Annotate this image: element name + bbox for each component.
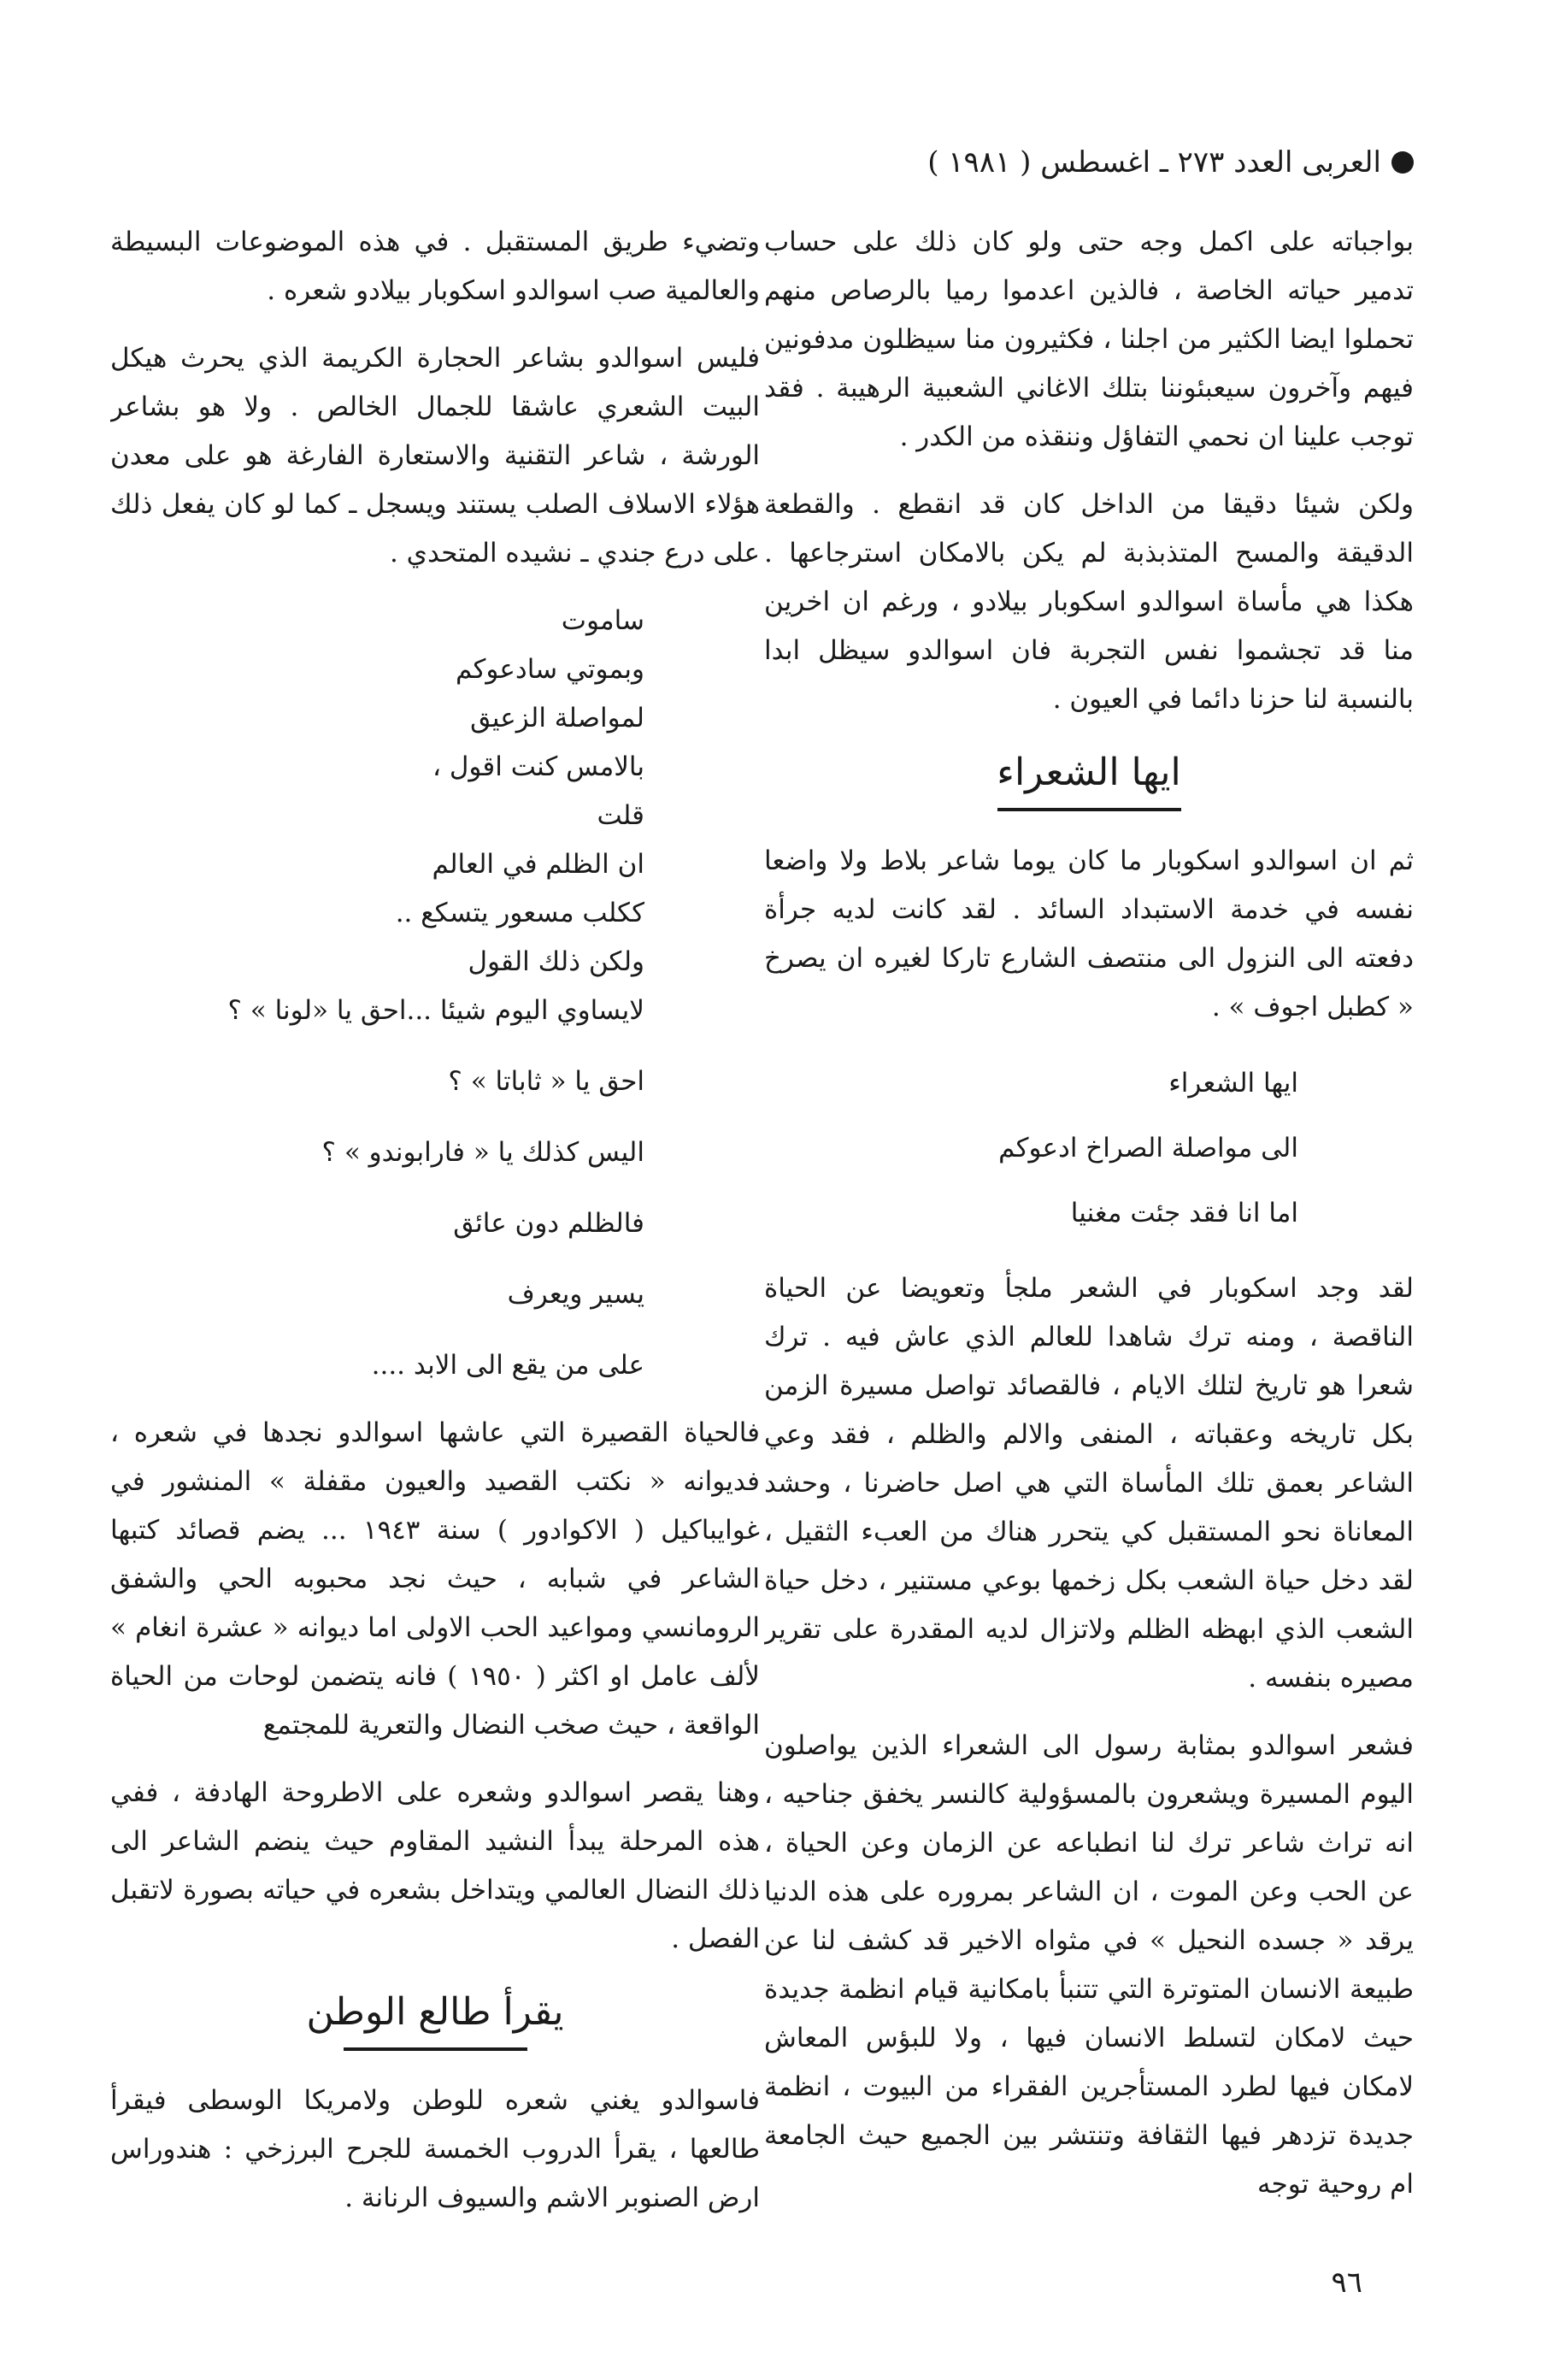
poem-line: ايها الشعراء (1168, 1068, 1298, 1099)
poem-line: ان الظلم في العالم (432, 849, 644, 880)
page-header (764, 137, 1414, 188)
paragraph: فاسوالدو يغني شعره للوطن ولامريكا الوسطى فيقرأ طالعها ، يقرأ الدروب الخمسة للجرح البرزخي : هندوراس ارض الصنوبر الاشم والسيوف الرنانة . (110, 2085, 760, 2213)
poem-line: على من يقع الى الابد .... (371, 1350, 644, 1381)
poem-line: بالامس كنت اقول ، (432, 751, 644, 782)
paragraph: بواجباته على اكمل وجه حتى ولو كان ذلك على حساب تدمير حياته الخاصة ، فالذين اعدموا رميا بالرصاص منهم تحملوا ايضا الكثير من اجلنا ، فكثيرون منا سيظلون مدفونين فيهم وآخرون سيعبئوننا بتلك الاغاني الشعبية الرهيبة . فقد توجب علينا ان نحمي التفاؤل وننقذه من الكدر . (764, 227, 1414, 452)
right-column (764, 218, 1414, 2236)
poem (110, 597, 760, 1390)
poem-line: يسير ويعرف (507, 1279, 644, 1310)
paragraph: ولكن شيئا دقيقا من الداخل كان قد انقطع . والقطعة الدقيقة والمسح المتذبذبة لم يكن بالامكان استرجاعها . هكذا هي مأساة اسوالدو اسكوبار بيلادو ، ورغم ان اخرين منا قد تجشموا نفس التجربة فان اسوالدو سيظل ابدا بالنسبة لنا حزنا دائما في العيون . (764, 489, 1414, 715)
paragraph: ثم ان اسوالدو اسكوبار ما كان يوما شاعر بلاط ولا واضعا نفسه في خدمة الاستبداد السائد . لقد كانت لديه جرأة دفعته الى النزول الى منتصف الشارع تاركا لغيره ان يصرخ « كطبل اجوف » . (764, 845, 1414, 1022)
paragraph: فليس اسوالدو بشاعر الحجارة الكريمة الذي يحرث هيكل البيت الشعري عاشقا للجمال الخالص . ولا هو بشاعر الورشة ، شاعر التقنية والاستعارة الفارغة هو على معدن هؤلاء الاسلاف الصلب يستند ويسجل ـ كما لو كان يفعل ذلك على درع جندي ـ نشيده المتحدي . (110, 343, 760, 568)
left-column (110, 218, 760, 2236)
section-heading: يقرأ طالع الوطن (306, 1990, 564, 2034)
poem (764, 1051, 1414, 1246)
poem-line: لايساوي اليوم شيئا ...احق يا «لونا » ؟ (227, 995, 644, 1026)
poem-line: فالظلم دون عائق (453, 1208, 644, 1239)
paragraph: فشعر اسوالدو بمثابة رسول الى الشعراء الذين يواصلون اليوم المسيرة ويشعرون بالمسؤولية كالنسر يخفق جناحيه ، انه تراث شاعر ترك لنا انطباعه عن الزمان وعن الحياة ، عن الحب وعن الموت ، ان الشاعر بمروره على هذه الدنيا يرقد « جسده النحيل » في مثواه الاخير قد كشف لنا عن طبيعة الانسان المتوترة التي تتنبأ بامكانية قيام انظمة جديدة حيث لامكان لتسلط الانسان فيها ، ولا للبؤس المعاش لامكان فيها لطرد المستأجرين الفقراء من البيوت ، انظمة جديدة تزدهر فيها الثقافة وتنتشر بين الجميع حيث الجامعة ام روحية توجه (764, 1730, 1414, 2200)
paragraph: وهنا يقصر اسوالدو وشعره على الاطروحة الهادفة ، ففي هذه المرحلة يبدأ النشيد المقاوم حيث ينضم الشاعر الى ذلك النضال العالمي ويتداخل بشعره في حياته بصورة لاتقبل الفصل . (110, 1777, 760, 1954)
section-heading: ايها الشعراء (997, 751, 1181, 794)
heading-rule (997, 808, 1181, 811)
paragraph: وتضيء طريق المستقبل . في هذه الموضوعات البسيطة والعالمية صب اسوالدو اسكوبار بيلادو شعره . (110, 227, 760, 306)
page-number: ٩٦ (1331, 2265, 1362, 2300)
poem-line: قلت (597, 800, 644, 831)
poem-line: ساموت (561, 605, 644, 636)
heading-rule (344, 2047, 527, 2051)
poem-line: ككلب مسعور يتسكع .. (395, 898, 644, 928)
poem-line: وبموتي سادعوكم (456, 654, 644, 685)
poem-line: لمواصلة الزعيق (470, 703, 644, 733)
paragraph: لقد وجد اسكوبار في الشعر ملجأ وتعويضا عن الحياة الناقصة ، ومنه ترك شاهدا للعالم الذي عاش فيه . ترك شعرا هو تاريخ لتلك الايام ، فالقصائد تواصل مسيرة الزمن بكل تاريخه وعقباته ، المنفى والالم والظلم ، فقد وعي الشاعر بعمق تلك المأساة التي هي اصل حاضرنا ، وحشد المعاناة نحو المستقبل كي يتحرر هناك من العبء الثقيل ، لقد دخل حياة الشعب بكل زخمها بوعي مستنير ، دخل حياة الشعب الذي ابهظه الظلم ولاتزال لديه المقدرة على تقرير مصيره بنفسه . (764, 1273, 1414, 1694)
bullet-dot-icon (1391, 151, 1414, 174)
poem-line: اما انا فقد جئت مغنيا (1070, 1198, 1298, 1228)
poem-line: احق يا « ثاباتا » ؟ (448, 1066, 644, 1097)
poem-line: الى مواصلة الصراخ ادعوكم (998, 1133, 1298, 1163)
paragraph: فالحياة القصيرة التي عاشها اسوالدو نجدها في شعره ، فديوانه « نكتب القصيد والعيون مقفلة » المنشور في غوايباكيل ( الاكوادور ) سنة ١٩٤٣ ... يضم قصائد كتبها الشاعر في شبابه ، حيث نجد محبوبه الحي والشفق الرومانسي ومواعيد الحب الاولى اما ديوانه « عشرة انغام » لألف عامل او اكثر ( ١٩٥٠ ) فانه يتضمن لوحات من الحياة الواقعة ، حيث صخب النضال والتعرية للمجتمع (110, 1417, 760, 1741)
poem-line: اليس كذلك يا « فارابوندو » ؟ (321, 1137, 644, 1168)
header-title: العربى العدد ٢٧٣ ـ اغسطس ( ١٩٨١ ) (927, 145, 1381, 180)
poem-line: ولكن ذلك القول (468, 946, 644, 977)
